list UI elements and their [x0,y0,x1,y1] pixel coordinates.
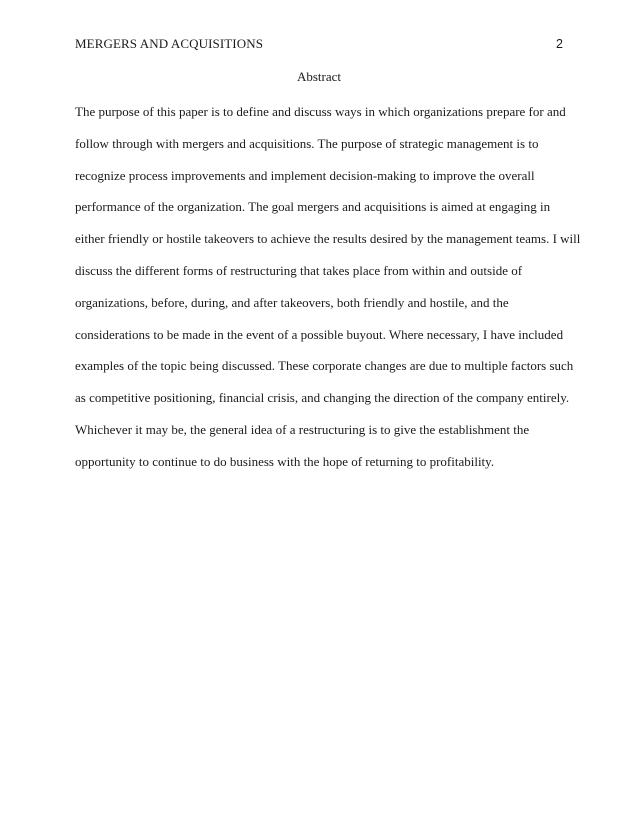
abstract-line: Whichever it may be, the general idea of a restructuring is to give the establishment the [75,421,530,437]
abstract-line: follow through with mergers and acquisitions. The purpose of strategic management is to [75,135,539,151]
page-number: 2 [556,37,563,51]
abstract-line: The purpose of this paper is to define and discuss ways in which organizations prepare for and [75,104,566,119]
abstract-line: examples of the topic being discussed. These corporate changes are due to multiple factors such [75,358,574,374]
abstract-line: opportunity to continue to do business with the hope of returning to profitability. [75,453,495,469]
abstract-paragraph [75,96,581,478]
running-head: MERGERS AND ACQUISITIONS [75,36,264,51]
abstract-line: considerations to be made in the event of a possible buyout. Where necessary, I have included [75,326,564,342]
abstract-line: organizations, before, during, and after takeovers, both friendly and hostile, and the [75,294,509,310]
abstract-line: as competitive positioning, financial crisis, and changing the direction of the company entirely. [75,390,570,406]
abstract-line: performance of the organization. The goal mergers and acquisitions is aimed at engaging in [75,199,551,215]
abstract-title: Abstract [296,69,342,84]
abstract-line: recognize process improvements and implement decision-making to improve the overall [75,167,535,183]
abstract-line: either friendly or hostile takeovers to achieve the results desired by the management teams. I will [75,231,581,247]
abstract-line: discuss the different forms of restructuring that takes place from within and outside of [75,262,523,278]
